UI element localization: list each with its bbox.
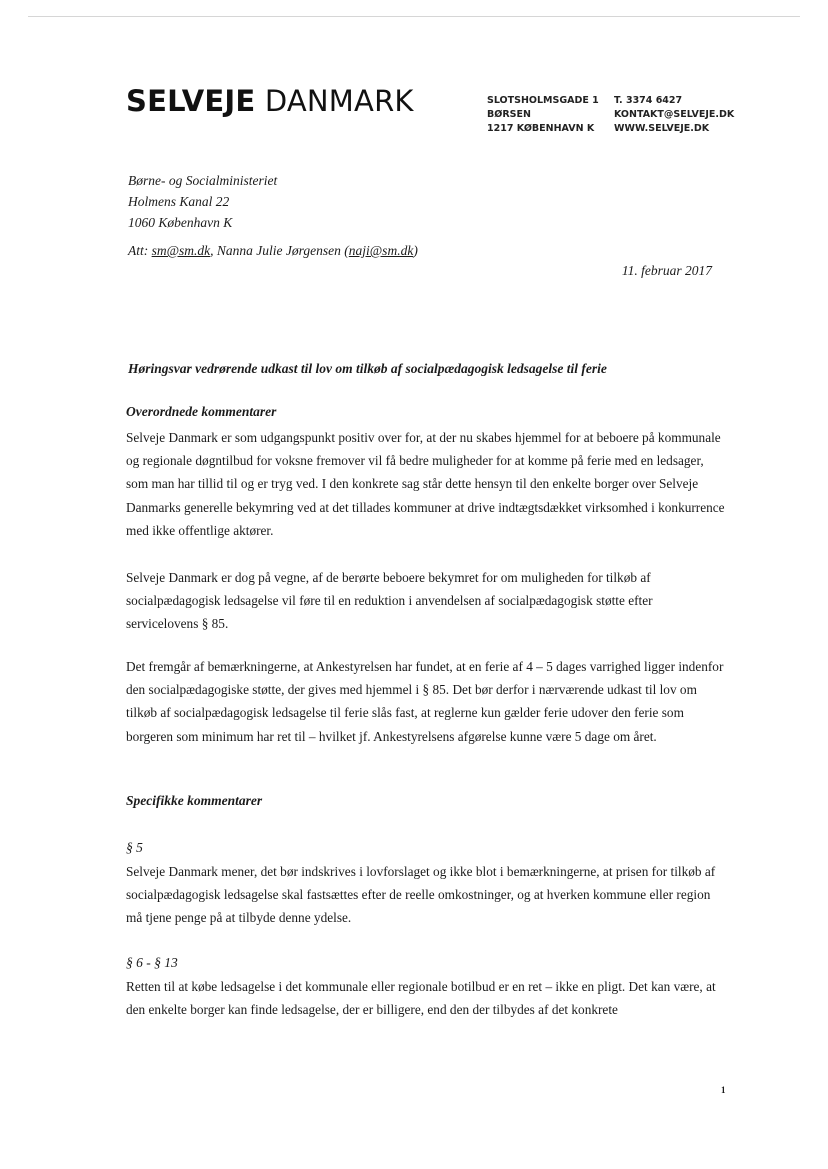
recipient-line: Holmens Kanal 22 (128, 194, 230, 209)
contact-email: KONTAKT@SELVEJE.DK (614, 109, 735, 120)
general-paragraph-1: Selveje Danmark er som udgangspunkt positiv over for, at der nu skabes hjemmel for at beboere på kommunale og regionale døgntilbud for voksne fremover vil få bedre muligheder for at komme på ferie med en ledsager, som man har tillid til og er tryg ved. I den konkrete sag står dette hensyn til den enkelte borger over Selveje Danmarks generelle bekymring ved at det tillades kommuner at drive indtægtsdækket virksomhed i konkurrence med ikke offentlige aktører. (126, 430, 725, 538)
general-paragraph-2: Selveje Danmark er dog på vegne, af de berørte beboere bekymret for om muligheden for tilkøb af socialpædagogisk ledsagelse vil føre til en reduktion i anvendelsen af socialpædagogisk støtte efter servicelovens § 85. (126, 570, 653, 632)
email-link-naji[interactable]: naji@sm.dk (348, 243, 414, 258)
general-paragraph-3: Det fremgår af bemærkningerne, at Ankestyrelsen har fundet, at en ferie af 4 – 5 dages varrighed ligger indenfor den socialpædagogiske støtte, der gives med hjemmel i § 85. Det bør derfor i nærværende udkast til lov om tilkøb af socialpædagogisk ledsagelse til ferie slås fast, at reglerne kun gælder ferie udover den ferie som borgeren som minimum har ret til – hvilket jf. Ankestyrelsens afgørelse kunne være 5 dage om året. (126, 659, 724, 744)
address-line: BØRSEN (487, 109, 531, 120)
address-line: SLOTSHOLMSGADE 1 (487, 95, 599, 106)
attention-line: Att: sm@sm.dk, Nanna Julie Jørgensen (naji@sm.dk) (128, 243, 418, 258)
website: WWW.SELVEJE.DK (614, 123, 710, 134)
address-line: 1217 KØBENHAVN K (487, 123, 595, 134)
page-number: 1 (721, 1085, 726, 1095)
section-6-13-title: § 6 - § 13 (126, 955, 178, 970)
sender-contact (614, 94, 734, 136)
section-6-13-text: Retten til at købe ledsagelse i det kommunale eller regionale botilbud er en ret – ikke en pligt. Det kan være, at den enkelte borger kan finde ledsagelse, der er billigere, end den der tilbydes af det konkrete (126, 979, 716, 1018)
recipient-line: Børne- og Socialministeriet (128, 173, 278, 188)
subject-line: Høringsvar vedrørende udkast til lov om tilkøb af socialpædagogisk ledsagelse til ferie (128, 361, 607, 376)
recipient-address (128, 170, 277, 233)
letter-date: 11. februar 2017 (621, 263, 712, 278)
specific-comments-heading: Specifikke kommentarer (126, 793, 263, 808)
sender-address (487, 94, 599, 136)
selveje-danmark-logo: SELVEJE DANMARK (126, 84, 414, 118)
top-rule (28, 16, 800, 17)
phone-number: T. 3374 6427 (614, 95, 683, 106)
general-comments-heading: Overordnede kommentarer (126, 404, 277, 419)
email-link-sm[interactable]: sm@sm.dk (151, 243, 211, 258)
section-5-title: § 5 (126, 840, 143, 855)
section-5-text: Selveje Danmark mener, det bør indskrives i lovforslaget og ikke blot i bemærkningerne, at prisen for tilkøb af socialpædagogisk ledsagelse skal fastsættes efter de reelle omkostninger, og at hverken kommune eller region må tjene penge på at tilbyde denne ydelse. (126, 864, 716, 926)
recipient-line: 1060 København K (128, 215, 233, 230)
